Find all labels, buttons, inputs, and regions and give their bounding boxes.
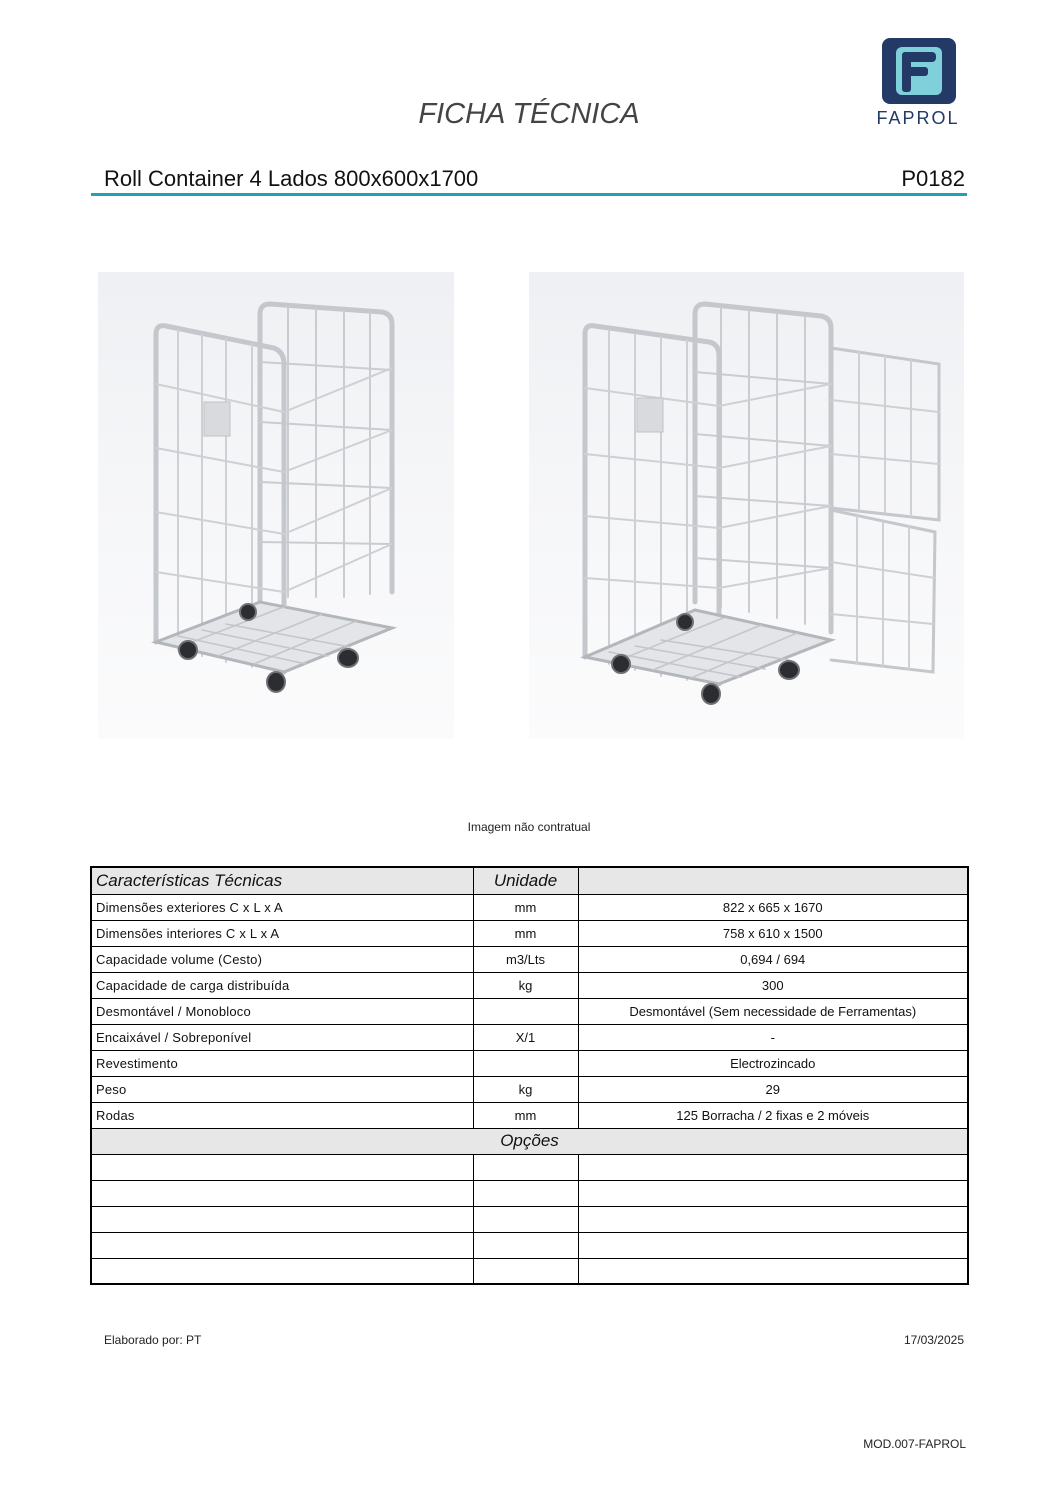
document-date: 17/03/2025 <box>903 1333 964 1347</box>
option-unit <box>473 1180 578 1206</box>
option-unit <box>473 1258 578 1284</box>
option-row <box>91 1232 968 1258</box>
option-feature <box>91 1206 473 1232</box>
row-feature: Peso <box>91 1076 473 1102</box>
option-feature <box>91 1180 473 1206</box>
row-feature: Encaixável / Sobreponível <box>91 1024 473 1050</box>
row-feature: Dimensões interiores C x L x A <box>91 920 473 946</box>
table-row <box>91 1102 968 1128</box>
roll-container-open-side-image <box>529 272 964 739</box>
row-unit <box>473 998 578 1024</box>
technical-specs-table <box>90 866 969 1285</box>
option-unit <box>473 1154 578 1180</box>
table-row <box>91 998 968 1024</box>
option-feature <box>91 1232 473 1258</box>
row-feature: Dimensões exteriores C x L x A <box>91 894 473 920</box>
row-value: 29 <box>578 1076 968 1102</box>
table-row <box>91 1076 968 1102</box>
document-title: FICHA TÉCNICA <box>418 98 640 130</box>
row-unit: m3/Lts <box>473 946 578 972</box>
row-unit: mm <box>473 1102 578 1128</box>
option-row <box>91 1154 968 1180</box>
logo-wordmark: FAPROL <box>876 108 960 128</box>
option-row <box>91 1258 968 1284</box>
option-value <box>578 1180 968 1206</box>
table-row <box>91 972 968 998</box>
table-row <box>91 920 968 946</box>
header-value <box>578 867 968 894</box>
prepared-by: Elaborado por: PT <box>104 1333 202 1347</box>
row-value: 0,694 / 694 <box>578 946 968 972</box>
table-row <box>91 1024 968 1050</box>
header-feature: Características Técnicas <box>91 867 473 894</box>
roll-container-closed-image <box>98 272 454 739</box>
option-value <box>578 1206 968 1232</box>
option-value <box>578 1232 968 1258</box>
row-value: 758 x 610 x 1500 <box>578 920 968 946</box>
product-name: Roll Container 4 Lados 800x600x1700 <box>104 166 479 191</box>
row-value: Desmontável (Sem necessidade de Ferramentas) <box>578 998 968 1024</box>
option-row <box>91 1180 968 1206</box>
option-unit <box>473 1206 578 1232</box>
option-row <box>91 1206 968 1232</box>
product-code: P0182 <box>901 166 965 191</box>
options-header-row <box>91 1128 968 1154</box>
row-feature: Capacidade volume (Cesto) <box>91 946 473 972</box>
title-divider <box>91 193 967 196</box>
row-value: Electrozincado <box>578 1050 968 1076</box>
row-feature: Desmontável / Monobloco <box>91 998 473 1024</box>
row-value: 822 x 665 x 1670 <box>578 894 968 920</box>
faprol-logo-icon <box>882 38 956 104</box>
row-value: 300 <box>578 972 968 998</box>
options-title: Opções <box>91 1128 968 1154</box>
table-row <box>91 946 968 972</box>
row-feature: Rodas <box>91 1102 473 1128</box>
option-feature <box>91 1154 473 1180</box>
row-value: 125 Borracha / 2 fixas e 2 móveis <box>578 1102 968 1128</box>
row-unit <box>473 1050 578 1076</box>
row-unit: kg <box>473 1076 578 1102</box>
row-unit: mm <box>473 894 578 920</box>
row-unit: mm <box>473 920 578 946</box>
table-row <box>91 894 968 920</box>
option-feature <box>91 1258 473 1284</box>
option-value <box>578 1154 968 1180</box>
row-unit: kg <box>473 972 578 998</box>
form-code: MOD.007-FAPROL <box>863 1437 966 1451</box>
row-feature: Revestimento <box>91 1050 473 1076</box>
row-feature: Capacidade de carga distribuída <box>91 972 473 998</box>
table-row <box>91 1050 968 1076</box>
header-unit: Unidade <box>473 867 578 894</box>
image-disclaimer: Imagem não contratual <box>467 820 591 834</box>
option-unit <box>473 1232 578 1258</box>
row-value: - <box>578 1024 968 1050</box>
row-unit: X/1 <box>473 1024 578 1050</box>
option-value <box>578 1258 968 1284</box>
table-header-row <box>91 867 968 894</box>
